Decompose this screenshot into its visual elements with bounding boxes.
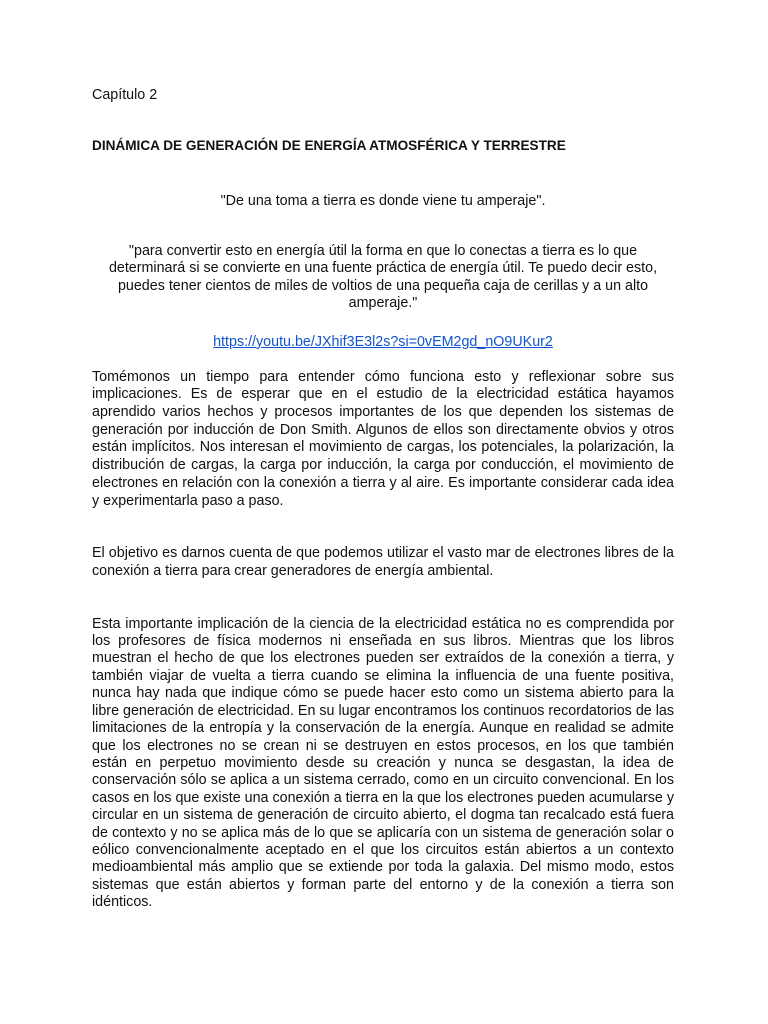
paragraph-3: Esta importante implicación de la ciencia de la electricidad estática no es comprendida por los profesores de física modernos ni enseñada en sus libros. Mientras que los libros muestran el hecho de que los electrones pueden ser extraídos de la conexión a tierra, y también viajar de vuelta a tierra cuando se elimina la influencia de una fuente positiva, nunca hay nada que indique cómo se puede hacer esto como un sistema abierto para la libre generación de electricidad. En su lugar encontramos los continuos recordatorios de las limitaciones de la entropía y la conservación de la energía. Aunque en realidad se admite que los electrones no se crean ni se destruyen en estos procesos, en los que también están en perpetuo movimiento desde su creación y nunca se desgastan, la idea de conservación sólo se aplica a un sistema cerrado, como en un circuito convencional. En los casos en los que existe una conexión a tierra en la que los electrones pueden acumularse y circular en un sistema de generación de circuito abierto, el dogma tan recalcado está fuera de contexto y no se aplica más de lo que se aplicaría con un sistema de generación solar o eólico convencionalmente aceptado en el que los circuitos están abiertos a un contexto medioambiental más amplio que se extiende por toda la galaxia. Del mismo modo, estos sistemas que están abiertos y forman parte del entorno y de la conexión a tierra son idénticos. xyxy=(92,615,674,911)
chapter-label: Capítulo 2 xyxy=(92,87,158,103)
chapter-title: DINÁMICA DE GENERACIÓN DE ENERGÍA ATMOSFÉRICA Y TERRESTRE xyxy=(92,138,566,153)
paragraph-2: El objetivo es darnos cuenta de que podemos utilizar el vasto mar de electrones libres de la conexión a tierra para crear generadores de energía ambiental. xyxy=(92,545,674,579)
quote-2: "para convertir esto en energía útil la forma en que lo conectas a tierra es lo que determinará si se convierte en una fuente práctica de energía útil. Te puedo decir esto, puedes tener cientos de miles de voltios de una pequeña caja de cerillas y a un alto amperaje." xyxy=(108,243,658,312)
quote-1: "De una toma a tierra es donde viene tu amperaje". xyxy=(220,193,546,209)
document-page xyxy=(92,86,674,912)
youtube-link[interactable]: https://youtu.be/JXhif3E3l2s?si=0vEM2gd_nO9UKur2 xyxy=(213,333,553,350)
paragraph-1: Tomémonos un tiempo para entender cómo funciona esto y reflexionar sobre sus implicaciones. Es de esperar que en el estudio de la electricidad estática hayamos aprendido varios hechos y procesos importantes de los que dependen los sistemas de generación por inducción de Don Smith. Algunos de ellos son directamente obvios y otros están implícitos. Nos interesan el movimiento de cargas, los potenciales, la polarización, la distribución de cargas, la carga por inducción, la carga por conducción, el movimiento de electrones en relación con la conexión a tierra y al aire. Es importante considerar cada idea y experimentarla paso a paso. xyxy=(92,368,674,509)
